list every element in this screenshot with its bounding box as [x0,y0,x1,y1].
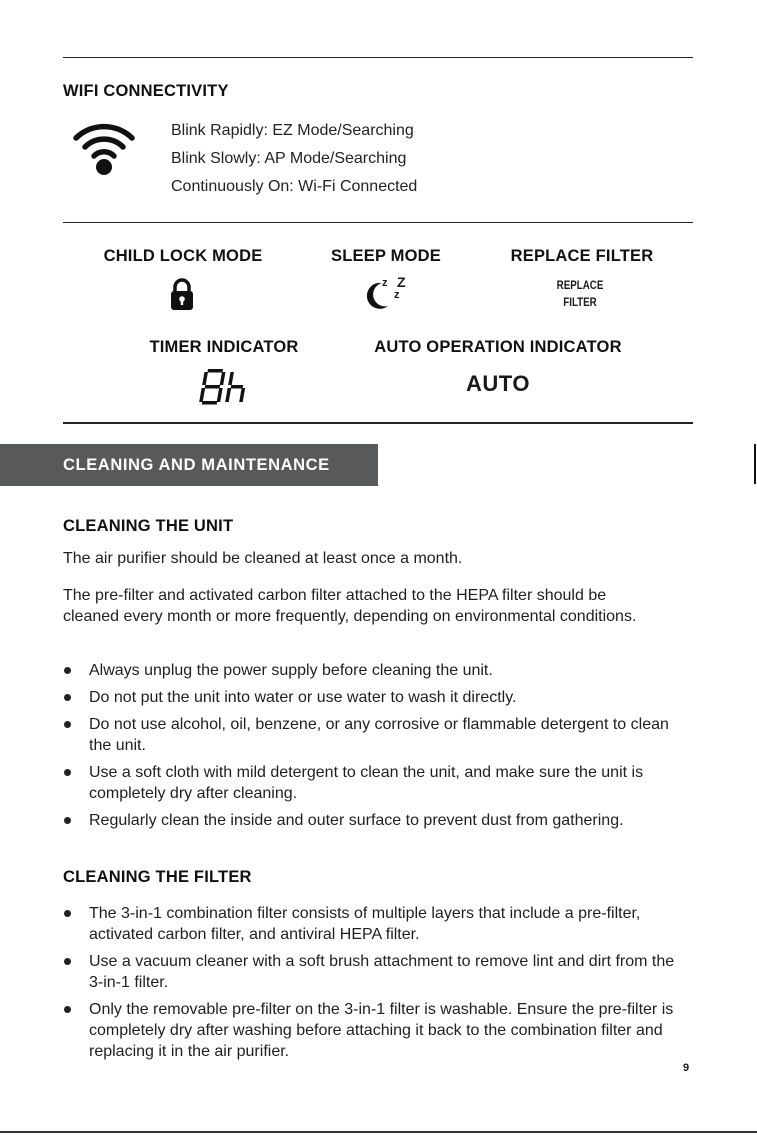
list-item [63,810,693,831]
cleaning-unit-title: CLEANING THE UNIT [63,517,234,535]
list-item-text: Do not use alcohol, oil, benzene, or any corrosive or flammable detergent to clean the unit. [89,716,669,754]
bullet-icon [64,667,71,674]
top-rule [63,57,693,58]
list-item [63,660,693,681]
sleep-mode-label: SLEEP MODE [331,247,441,265]
bullet-icon [64,958,71,965]
list-item [63,903,678,945]
bullet-icon [64,817,71,824]
bullet-icon [64,910,71,917]
sleep-z-small: z [382,277,388,289]
sleep-z-small-2: z [394,289,400,301]
list-item-text: Use a vacuum cleaner with a soft brush attachment to remove lint and dirt from the 3-in-1 filter. [89,953,675,991]
timer-label: TIMER INDICATOR [149,338,299,356]
seven-segment-icon [199,369,251,405]
wifi-title: WIFI CONNECTIVITY [63,82,229,100]
indicators-divider [63,422,693,424]
sleep-z-big: Z [397,274,406,290]
bullet-icon [64,769,71,776]
cleaning-unit-para2: The pre-filter and activated carbon filter attached to the HEPA filter should be cleaned every month or more frequently, depending on environmental conditions. [63,587,637,625]
list-item [63,687,693,708]
list-item-text: Do not put the unit into water or use water to wash it directly. [89,689,517,706]
list-item [63,951,678,993]
replace-filter-icon [546,278,614,312]
replace-filter-icon-line2: FILTER [563,297,597,309]
wifi-status-line: Blink Slowly: AP Mode/Searching [171,150,407,167]
edge-marker [754,444,756,484]
list-item-text: The 3-in-1 combination filter consists of multiple layers that include a pre-filter, activated carbon filter, and antiviral HEPA filter. [89,905,641,943]
list-item [63,762,693,804]
wifi-icon [72,118,136,176]
bullet-icon [64,721,71,728]
list-item-text: Use a soft cloth with mild detergent to clean the unit, and make sure the unit is completely dry after cleaning. [89,764,644,802]
wifi-divider [63,222,693,223]
cleaning-unit-para1: The air purifier should be cleaned at least once a month. [63,550,463,567]
moon-zzz-icon [364,275,414,313]
list-item-text: Always unplug the power supply before cleaning the unit. [89,662,493,679]
replace-filter-icon-line1: REPLACE [556,280,604,292]
cleaning-unit-list [63,660,693,831]
cleaning-filter-title: CLEANING THE FILTER [63,868,252,886]
bullet-icon [64,1006,71,1013]
cleaning-filter-list [63,903,678,1062]
wifi-status-line: Continuously On: Wi-Fi Connected [171,178,418,195]
list-item-text: Regularly clean the inside and outer surface to prevent dust from gathering. [89,812,624,829]
section-bar: CLEANING AND MAINTENANCE [0,444,378,486]
auto-operation-label: AUTO OPERATION INDICATOR [374,338,622,356]
page-number: 9 [683,1062,690,1074]
lock-icon [169,278,195,311]
wifi-status-line: Blink Rapidly: EZ Mode/Searching [171,122,414,139]
auto-display: AUTO [466,371,530,396]
list-item [63,999,678,1062]
list-item-text: Only the removable pre-filter on the 3-in-1 filter is washable. Ensure the pre-filter is completely dry after washing before attaching it back to the combination filter and replacing it in the air purifier. [89,1001,674,1060]
bottom-rule [0,1131,757,1133]
bullet-icon [64,694,71,701]
child-lock-label: CHILD LOCK MODE [103,247,263,265]
list-item [63,714,693,756]
timer-display [199,369,251,405]
replace-filter-label: REPLACE FILTER [510,247,654,265]
